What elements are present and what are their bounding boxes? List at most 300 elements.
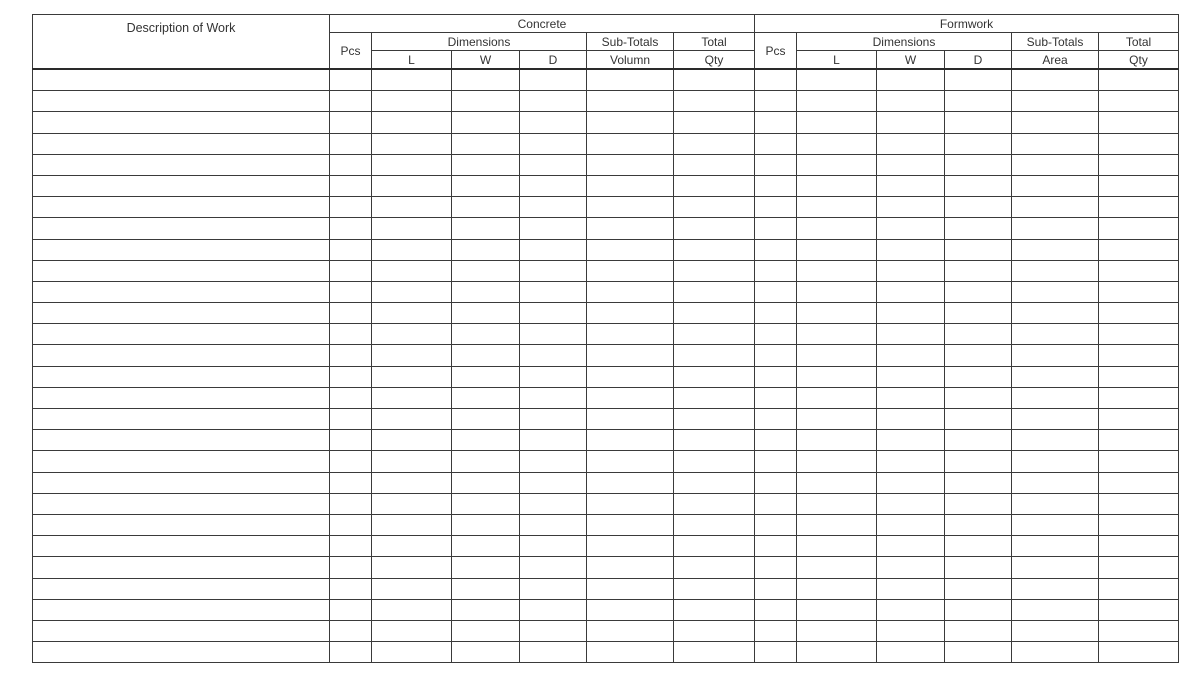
concrete-volume-cell[interactable]	[587, 578, 674, 599]
formwork-qty-cell[interactable]	[1099, 345, 1179, 366]
description-cell[interactable]	[33, 91, 330, 112]
formwork-qty-cell[interactable]	[1099, 620, 1179, 641]
formwork-pcs-cell[interactable]	[755, 324, 797, 345]
formwork-area-cell[interactable]	[1012, 69, 1099, 91]
formwork-qty-cell[interactable]	[1099, 154, 1179, 175]
formwork-depth-cell[interactable]	[945, 599, 1012, 620]
concrete-qty-cell[interactable]	[674, 430, 755, 451]
concrete-width-cell[interactable]	[452, 218, 520, 239]
concrete-depth-cell[interactable]	[520, 493, 587, 514]
concrete-qty-cell[interactable]	[674, 536, 755, 557]
concrete-volume-cell[interactable]	[587, 69, 674, 91]
concrete-depth-cell[interactable]	[520, 324, 587, 345]
formwork-area-cell[interactable]	[1012, 345, 1099, 366]
formwork-length-cell[interactable]	[797, 642, 877, 663]
concrete-qty-cell[interactable]	[674, 642, 755, 663]
formwork-qty-cell[interactable]	[1099, 112, 1179, 133]
description-cell[interactable]	[33, 345, 330, 366]
formwork-area-cell[interactable]	[1012, 133, 1099, 154]
concrete-depth-cell[interactable]	[520, 366, 587, 387]
concrete-depth-cell[interactable]	[520, 218, 587, 239]
concrete-depth-cell[interactable]	[520, 642, 587, 663]
concrete-width-cell[interactable]	[452, 409, 520, 430]
formwork-pcs-cell[interactable]	[755, 493, 797, 514]
formwork-width-cell[interactable]	[877, 472, 945, 493]
concrete-length-cell[interactable]	[372, 366, 452, 387]
formwork-pcs-cell[interactable]	[755, 197, 797, 218]
concrete-length-cell[interactable]	[372, 218, 452, 239]
formwork-length-cell[interactable]	[797, 387, 877, 408]
concrete-qty-cell[interactable]	[674, 154, 755, 175]
formwork-area-cell[interactable]	[1012, 409, 1099, 430]
formwork-length-cell[interactable]	[797, 536, 877, 557]
formwork-pcs-cell[interactable]	[755, 536, 797, 557]
formwork-width-cell[interactable]	[877, 451, 945, 472]
formwork-depth-cell[interactable]	[945, 91, 1012, 112]
concrete-width-cell[interactable]	[452, 239, 520, 260]
concrete-qty-cell[interactable]	[674, 366, 755, 387]
concrete-volume-cell[interactable]	[587, 599, 674, 620]
concrete-length-cell[interactable]	[372, 154, 452, 175]
formwork-length-cell[interactable]	[797, 557, 877, 578]
concrete-volume-cell[interactable]	[587, 409, 674, 430]
formwork-pcs-cell[interactable]	[755, 133, 797, 154]
concrete-volume-cell[interactable]	[587, 366, 674, 387]
concrete-width-cell[interactable]	[452, 430, 520, 451]
description-cell[interactable]	[33, 175, 330, 196]
concrete-pcs-cell[interactable]	[330, 112, 372, 133]
formwork-pcs-cell[interactable]	[755, 218, 797, 239]
concrete-pcs-cell[interactable]	[330, 642, 372, 663]
formwork-depth-cell[interactable]	[945, 578, 1012, 599]
concrete-pcs-cell[interactable]	[330, 514, 372, 535]
concrete-qty-cell[interactable]	[674, 472, 755, 493]
concrete-volume-cell[interactable]	[587, 112, 674, 133]
concrete-length-cell[interactable]	[372, 69, 452, 91]
formwork-width-cell[interactable]	[877, 197, 945, 218]
concrete-width-cell[interactable]	[452, 642, 520, 663]
formwork-qty-cell[interactable]	[1099, 218, 1179, 239]
concrete-length-cell[interactable]	[372, 514, 452, 535]
formwork-pcs-cell[interactable]	[755, 303, 797, 324]
concrete-length-cell[interactable]	[372, 303, 452, 324]
concrete-depth-cell[interactable]	[520, 69, 587, 91]
concrete-volume-cell[interactable]	[587, 642, 674, 663]
concrete-length-cell[interactable]	[372, 197, 452, 218]
formwork-length-cell[interactable]	[797, 472, 877, 493]
description-cell[interactable]	[33, 599, 330, 620]
formwork-length-cell[interactable]	[797, 514, 877, 535]
formwork-width-cell[interactable]	[877, 281, 945, 302]
concrete-width-cell[interactable]	[452, 536, 520, 557]
formwork-depth-cell[interactable]	[945, 345, 1012, 366]
formwork-pcs-cell[interactable]	[755, 387, 797, 408]
concrete-pcs-cell[interactable]	[330, 409, 372, 430]
concrete-width-cell[interactable]	[452, 387, 520, 408]
formwork-area-cell[interactable]	[1012, 514, 1099, 535]
concrete-pcs-cell[interactable]	[330, 493, 372, 514]
concrete-length-cell[interactable]	[372, 430, 452, 451]
description-cell[interactable]	[33, 112, 330, 133]
concrete-width-cell[interactable]	[452, 175, 520, 196]
formwork-length-cell[interactable]	[797, 175, 877, 196]
formwork-width-cell[interactable]	[877, 154, 945, 175]
formwork-area-cell[interactable]	[1012, 642, 1099, 663]
concrete-depth-cell[interactable]	[520, 578, 587, 599]
formwork-pcs-cell[interactable]	[755, 620, 797, 641]
concrete-depth-cell[interactable]	[520, 175, 587, 196]
concrete-pcs-cell[interactable]	[330, 218, 372, 239]
formwork-pcs-cell[interactable]	[755, 514, 797, 535]
formwork-depth-cell[interactable]	[945, 281, 1012, 302]
formwork-depth-cell[interactable]	[945, 239, 1012, 260]
formwork-width-cell[interactable]	[877, 642, 945, 663]
formwork-pcs-cell[interactable]	[755, 91, 797, 112]
formwork-length-cell[interactable]	[797, 324, 877, 345]
formwork-width-cell[interactable]	[877, 366, 945, 387]
formwork-qty-cell[interactable]	[1099, 557, 1179, 578]
formwork-length-cell[interactable]	[797, 260, 877, 281]
concrete-volume-cell[interactable]	[587, 91, 674, 112]
formwork-depth-cell[interactable]	[945, 324, 1012, 345]
concrete-qty-cell[interactable]	[674, 281, 755, 302]
concrete-pcs-cell[interactable]	[330, 239, 372, 260]
concrete-pcs-cell[interactable]	[330, 472, 372, 493]
concrete-width-cell[interactable]	[452, 154, 520, 175]
formwork-width-cell[interactable]	[877, 430, 945, 451]
concrete-length-cell[interactable]	[372, 175, 452, 196]
concrete-volume-cell[interactable]	[587, 175, 674, 196]
formwork-width-cell[interactable]	[877, 324, 945, 345]
concrete-volume-cell[interactable]	[587, 281, 674, 302]
formwork-area-cell[interactable]	[1012, 112, 1099, 133]
description-cell[interactable]	[33, 557, 330, 578]
concrete-volume-cell[interactable]	[587, 493, 674, 514]
concrete-qty-cell[interactable]	[674, 239, 755, 260]
formwork-pcs-cell[interactable]	[755, 599, 797, 620]
concrete-volume-cell[interactable]	[587, 239, 674, 260]
concrete-length-cell[interactable]	[372, 472, 452, 493]
concrete-qty-cell[interactable]	[674, 599, 755, 620]
formwork-depth-cell[interactable]	[945, 472, 1012, 493]
formwork-area-cell[interactable]	[1012, 387, 1099, 408]
concrete-depth-cell[interactable]	[520, 557, 587, 578]
formwork-qty-cell[interactable]	[1099, 260, 1179, 281]
concrete-volume-cell[interactable]	[587, 260, 674, 281]
concrete-length-cell[interactable]	[372, 345, 452, 366]
formwork-qty-cell[interactable]	[1099, 472, 1179, 493]
concrete-width-cell[interactable]	[452, 578, 520, 599]
concrete-width-cell[interactable]	[452, 260, 520, 281]
concrete-length-cell[interactable]	[372, 133, 452, 154]
concrete-length-cell[interactable]	[372, 387, 452, 408]
concrete-volume-cell[interactable]	[587, 430, 674, 451]
formwork-pcs-cell[interactable]	[755, 557, 797, 578]
concrete-qty-cell[interactable]	[674, 345, 755, 366]
formwork-area-cell[interactable]	[1012, 472, 1099, 493]
formwork-length-cell[interactable]	[797, 451, 877, 472]
formwork-depth-cell[interactable]	[945, 154, 1012, 175]
formwork-depth-cell[interactable]	[945, 387, 1012, 408]
formwork-pcs-cell[interactable]	[755, 409, 797, 430]
concrete-length-cell[interactable]	[372, 409, 452, 430]
formwork-depth-cell[interactable]	[945, 69, 1012, 91]
formwork-area-cell[interactable]	[1012, 366, 1099, 387]
formwork-length-cell[interactable]	[797, 345, 877, 366]
formwork-pcs-cell[interactable]	[755, 366, 797, 387]
formwork-pcs-cell[interactable]	[755, 239, 797, 260]
concrete-qty-cell[interactable]	[674, 578, 755, 599]
concrete-pcs-cell[interactable]	[330, 557, 372, 578]
formwork-qty-cell[interactable]	[1099, 451, 1179, 472]
description-cell[interactable]	[33, 69, 330, 91]
formwork-area-cell[interactable]	[1012, 154, 1099, 175]
concrete-width-cell[interactable]	[452, 620, 520, 641]
concrete-qty-cell[interactable]	[674, 91, 755, 112]
concrete-qty-cell[interactable]	[674, 620, 755, 641]
concrete-pcs-cell[interactable]	[330, 281, 372, 302]
concrete-depth-cell[interactable]	[520, 154, 587, 175]
concrete-depth-cell[interactable]	[520, 387, 587, 408]
formwork-width-cell[interactable]	[877, 557, 945, 578]
formwork-qty-cell[interactable]	[1099, 303, 1179, 324]
formwork-qty-cell[interactable]	[1099, 281, 1179, 302]
formwork-width-cell[interactable]	[877, 112, 945, 133]
concrete-pcs-cell[interactable]	[330, 536, 372, 557]
formwork-length-cell[interactable]	[797, 578, 877, 599]
concrete-pcs-cell[interactable]	[330, 620, 372, 641]
concrete-pcs-cell[interactable]	[330, 175, 372, 196]
formwork-depth-cell[interactable]	[945, 451, 1012, 472]
formwork-area-cell[interactable]	[1012, 557, 1099, 578]
formwork-width-cell[interactable]	[877, 620, 945, 641]
concrete-pcs-cell[interactable]	[330, 324, 372, 345]
concrete-qty-cell[interactable]	[674, 409, 755, 430]
concrete-width-cell[interactable]	[452, 493, 520, 514]
concrete-qty-cell[interactable]	[674, 303, 755, 324]
concrete-pcs-cell[interactable]	[330, 303, 372, 324]
formwork-length-cell[interactable]	[797, 197, 877, 218]
concrete-volume-cell[interactable]	[587, 154, 674, 175]
concrete-qty-cell[interactable]	[674, 133, 755, 154]
formwork-pcs-cell[interactable]	[755, 260, 797, 281]
concrete-qty-cell[interactable]	[674, 514, 755, 535]
concrete-pcs-cell[interactable]	[330, 91, 372, 112]
concrete-pcs-cell[interactable]	[330, 599, 372, 620]
concrete-volume-cell[interactable]	[587, 197, 674, 218]
formwork-qty-cell[interactable]	[1099, 599, 1179, 620]
formwork-area-cell[interactable]	[1012, 91, 1099, 112]
description-cell[interactable]	[33, 620, 330, 641]
formwork-depth-cell[interactable]	[945, 536, 1012, 557]
concrete-width-cell[interactable]	[452, 112, 520, 133]
formwork-area-cell[interactable]	[1012, 260, 1099, 281]
formwork-depth-cell[interactable]	[945, 218, 1012, 239]
concrete-qty-cell[interactable]	[674, 324, 755, 345]
formwork-depth-cell[interactable]	[945, 493, 1012, 514]
description-cell[interactable]	[33, 451, 330, 472]
concrete-depth-cell[interactable]	[520, 536, 587, 557]
concrete-length-cell[interactable]	[372, 91, 452, 112]
formwork-qty-cell[interactable]	[1099, 387, 1179, 408]
concrete-width-cell[interactable]	[452, 324, 520, 345]
description-cell[interactable]	[33, 536, 330, 557]
description-cell[interactable]	[33, 514, 330, 535]
formwork-pcs-cell[interactable]	[755, 112, 797, 133]
description-cell[interactable]	[33, 260, 330, 281]
concrete-qty-cell[interactable]	[674, 387, 755, 408]
concrete-volume-cell[interactable]	[587, 451, 674, 472]
concrete-width-cell[interactable]	[452, 133, 520, 154]
concrete-depth-cell[interactable]	[520, 472, 587, 493]
concrete-depth-cell[interactable]	[520, 197, 587, 218]
formwork-depth-cell[interactable]	[945, 197, 1012, 218]
concrete-qty-cell[interactable]	[674, 493, 755, 514]
formwork-depth-cell[interactable]	[945, 366, 1012, 387]
formwork-area-cell[interactable]	[1012, 599, 1099, 620]
formwork-depth-cell[interactable]	[945, 642, 1012, 663]
description-cell[interactable]	[33, 578, 330, 599]
formwork-width-cell[interactable]	[877, 514, 945, 535]
concrete-width-cell[interactable]	[452, 197, 520, 218]
concrete-depth-cell[interactable]	[520, 239, 587, 260]
formwork-area-cell[interactable]	[1012, 620, 1099, 641]
formwork-area-cell[interactable]	[1012, 303, 1099, 324]
description-cell[interactable]	[33, 493, 330, 514]
formwork-length-cell[interactable]	[797, 239, 877, 260]
concrete-length-cell[interactable]	[372, 536, 452, 557]
concrete-width-cell[interactable]	[452, 514, 520, 535]
concrete-depth-cell[interactable]	[520, 133, 587, 154]
concrete-width-cell[interactable]	[452, 303, 520, 324]
formwork-length-cell[interactable]	[797, 281, 877, 302]
formwork-depth-cell[interactable]	[945, 557, 1012, 578]
description-cell[interactable]	[33, 472, 330, 493]
formwork-length-cell[interactable]	[797, 218, 877, 239]
formwork-length-cell[interactable]	[797, 303, 877, 324]
concrete-volume-cell[interactable]	[587, 324, 674, 345]
concrete-width-cell[interactable]	[452, 451, 520, 472]
formwork-depth-cell[interactable]	[945, 430, 1012, 451]
concrete-volume-cell[interactable]	[587, 472, 674, 493]
formwork-depth-cell[interactable]	[945, 175, 1012, 196]
concrete-length-cell[interactable]	[372, 578, 452, 599]
formwork-qty-cell[interactable]	[1099, 366, 1179, 387]
formwork-width-cell[interactable]	[877, 536, 945, 557]
formwork-depth-cell[interactable]	[945, 260, 1012, 281]
formwork-pcs-cell[interactable]	[755, 154, 797, 175]
formwork-depth-cell[interactable]	[945, 620, 1012, 641]
concrete-length-cell[interactable]	[372, 451, 452, 472]
concrete-pcs-cell[interactable]	[330, 366, 372, 387]
formwork-area-cell[interactable]	[1012, 536, 1099, 557]
concrete-volume-cell[interactable]	[587, 514, 674, 535]
formwork-width-cell[interactable]	[877, 345, 945, 366]
description-cell[interactable]	[33, 324, 330, 345]
formwork-qty-cell[interactable]	[1099, 239, 1179, 260]
concrete-volume-cell[interactable]	[587, 620, 674, 641]
formwork-qty-cell[interactable]	[1099, 578, 1179, 599]
concrete-width-cell[interactable]	[452, 472, 520, 493]
concrete-depth-cell[interactable]	[520, 514, 587, 535]
concrete-pcs-cell[interactable]	[330, 578, 372, 599]
concrete-pcs-cell[interactable]	[330, 69, 372, 91]
concrete-volume-cell[interactable]	[587, 387, 674, 408]
formwork-pcs-cell[interactable]	[755, 642, 797, 663]
formwork-pcs-cell[interactable]	[755, 175, 797, 196]
formwork-qty-cell[interactable]	[1099, 175, 1179, 196]
formwork-width-cell[interactable]	[877, 239, 945, 260]
description-cell[interactable]	[33, 218, 330, 239]
formwork-area-cell[interactable]	[1012, 239, 1099, 260]
formwork-area-cell[interactable]	[1012, 324, 1099, 345]
formwork-length-cell[interactable]	[797, 366, 877, 387]
formwork-area-cell[interactable]	[1012, 281, 1099, 302]
formwork-width-cell[interactable]	[877, 578, 945, 599]
concrete-depth-cell[interactable]	[520, 112, 587, 133]
concrete-pcs-cell[interactable]	[330, 451, 372, 472]
formwork-area-cell[interactable]	[1012, 197, 1099, 218]
concrete-volume-cell[interactable]	[587, 345, 674, 366]
concrete-length-cell[interactable]	[372, 112, 452, 133]
formwork-qty-cell[interactable]	[1099, 91, 1179, 112]
formwork-length-cell[interactable]	[797, 430, 877, 451]
description-cell[interactable]	[33, 154, 330, 175]
concrete-depth-cell[interactable]	[520, 91, 587, 112]
concrete-length-cell[interactable]	[372, 239, 452, 260]
concrete-volume-cell[interactable]	[587, 303, 674, 324]
concrete-depth-cell[interactable]	[520, 260, 587, 281]
formwork-width-cell[interactable]	[877, 218, 945, 239]
concrete-pcs-cell[interactable]	[330, 154, 372, 175]
formwork-pcs-cell[interactable]	[755, 69, 797, 91]
formwork-width-cell[interactable]	[877, 260, 945, 281]
concrete-depth-cell[interactable]	[520, 409, 587, 430]
concrete-pcs-cell[interactable]	[330, 345, 372, 366]
formwork-length-cell[interactable]	[797, 493, 877, 514]
concrete-depth-cell[interactable]	[520, 430, 587, 451]
description-cell[interactable]	[33, 281, 330, 302]
description-cell[interactable]	[33, 409, 330, 430]
concrete-volume-cell[interactable]	[587, 133, 674, 154]
concrete-qty-cell[interactable]	[674, 69, 755, 91]
formwork-area-cell[interactable]	[1012, 493, 1099, 514]
formwork-area-cell[interactable]	[1012, 218, 1099, 239]
formwork-length-cell[interactable]	[797, 91, 877, 112]
concrete-pcs-cell[interactable]	[330, 133, 372, 154]
concrete-qty-cell[interactable]	[674, 260, 755, 281]
formwork-depth-cell[interactable]	[945, 112, 1012, 133]
description-cell[interactable]	[33, 366, 330, 387]
concrete-depth-cell[interactable]	[520, 281, 587, 302]
formwork-width-cell[interactable]	[877, 133, 945, 154]
concrete-depth-cell[interactable]	[520, 620, 587, 641]
formwork-width-cell[interactable]	[877, 175, 945, 196]
formwork-length-cell[interactable]	[797, 69, 877, 91]
concrete-length-cell[interactable]	[372, 493, 452, 514]
formwork-width-cell[interactable]	[877, 303, 945, 324]
description-cell[interactable]	[33, 197, 330, 218]
formwork-depth-cell[interactable]	[945, 303, 1012, 324]
formwork-qty-cell[interactable]	[1099, 536, 1179, 557]
concrete-length-cell[interactable]	[372, 281, 452, 302]
formwork-depth-cell[interactable]	[945, 514, 1012, 535]
formwork-width-cell[interactable]	[877, 91, 945, 112]
concrete-volume-cell[interactable]	[587, 218, 674, 239]
formwork-width-cell[interactable]	[877, 69, 945, 91]
description-cell[interactable]	[33, 642, 330, 663]
description-cell[interactable]	[33, 133, 330, 154]
